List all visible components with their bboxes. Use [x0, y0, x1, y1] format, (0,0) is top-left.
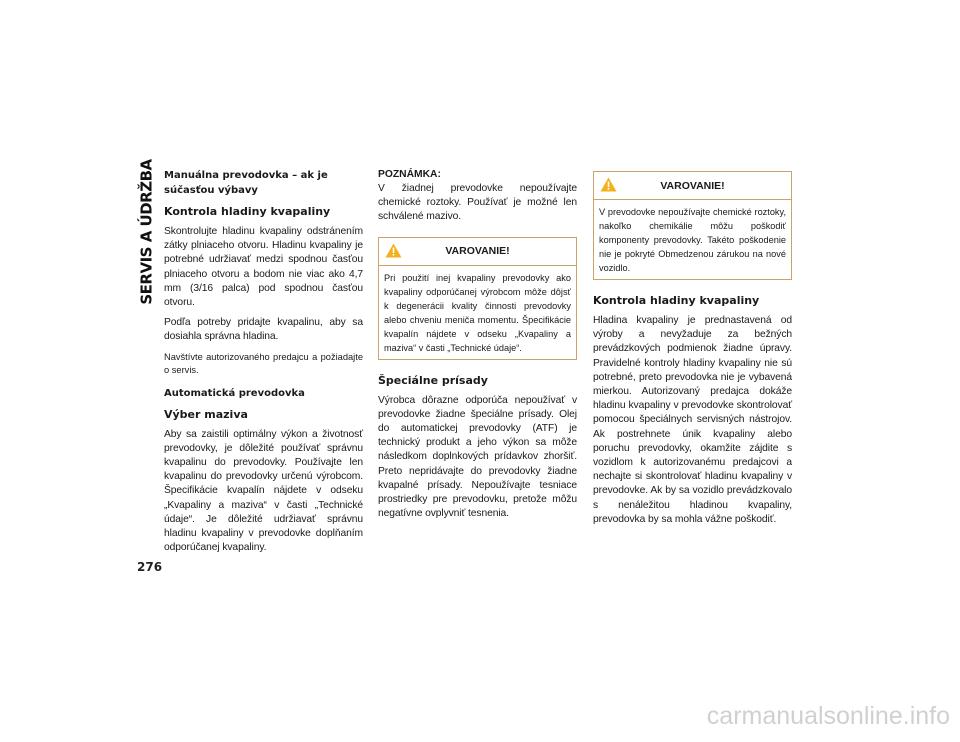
heading-fluid-level-check: Kontrola hladiny kvapaliny [164, 205, 331, 218]
warning-box [593, 171, 792, 280]
column-left [164, 168, 363, 561]
paragraph: Podľa potreby pridajte kvapalinu, aby sa dosiahla správna hladina. [164, 317, 363, 343]
paragraph: Aby sa zaistili optimálny výkon a životnosť prevodovky, je dôležité používať správnu kvapalinu do prevodovky. Používajte len kvapalinu do prevodovky určenú výrobcom. Špecifikácie kvapalín nájdete v odseku „Kvapaliny a maziva“ v časti „Technické údaje“. Je dôležité udržiavať správnu hladinu kvapaliny v prevodovke doplňaním odporúčanej kvapaliny. [164, 428, 363, 554]
paragraph: Výrobca dôrazne odporúča nepoužívať v prevodovke žiadne špeciálne prísady. Olej do automatickej prevodovky (ATF) je technický produkt a jeho výkon sa môže následkom doplnkových prídavkov zhoršiť. Preto nepridávajte do prevodovky žiadne kvapalné prísady. Nepoužívajte tesniace prostriedky pre prevodovku, pretože môžu negatívne ovplyvniť tesnenia. [378, 394, 577, 520]
heading-special-additives: Špeciálne prísady [378, 373, 488, 387]
warning-triangle-icon [600, 177, 617, 192]
subtitle-automatic-transmission: Automatická prevodovka [164, 387, 305, 399]
heading-lubricant-selection: Výber maziva [164, 407, 248, 421]
warning-text: V prevodovke nepoužívajte chemické roztoky, nakoľko chemikálie môžu poškodiť komponenty prevodovky. Takéto poškodenie nie je pokryté Obmedzenou zárukou na nové vozidlo. [599, 207, 786, 273]
subtitle-manual-transmission: Manuálna prevodovka – ak je súčasťou výbavy [164, 170, 328, 196]
column-middle [378, 168, 577, 527]
section-tab-label: SERVIS A ÚDRŽBA [138, 159, 156, 305]
warning-text: Pri použití inej kvapaliny prevodovky ako kvapaliny odporúčanej výrobcom môže dôjsť k degenerácii kvality činnosti prevodovky alebo chveniu meniča momentu. Špecifikácie kvapalín nájdete v odseku „Kvapaliny a maziva“ v časti „Technické údaje“. [384, 272, 571, 353]
page-number: 276 [137, 560, 163, 574]
section-tab [137, 159, 157, 305]
watermark: carmanualsonline.info [706, 702, 950, 730]
warning-header [379, 238, 576, 266]
paragraph: Skontrolujte hladinu kvapaliny odstránením zátky plniaceho otvoru. Hladinu kvapaliny je potrebné udržiavať medzi spodnou časťou plniaceho otvoru a bodom nie viac ako 4,7 mm (3/16 palca) pod spodnou časťou otvoru. [164, 226, 363, 309]
paragraph-small: Navštívte autorizovaného predajcu a požiadajte o servis. [164, 351, 363, 375]
note-text: V žiadnej prevodovke nepoužívajte chemické roztoky. Používať je možné len schválené mazivo. [378, 183, 577, 223]
paragraph: Hladina kvapaliny je prednastavená od výroby a nevyžaduje za bežných prevádzkových podmienok žiadne úpravy. Pravidelné kontroly hladiny kvapaliny nie sú potrebné, preto prevodovka nie je vybavená mierkou. Autorizovaný predajca dokáže hladinu kvapaliny v prevodovke skontrolovať pomocou špeciálnych servisných nástrojov. Ak postrehnete únik kvapaliny alebo poruchu prevodovky, okamžite zájdite s vozidlom k autorizovanému predajcovi a nechajte si skontrolovať hladinu kvapaliny v prevodovke. Ak by sa vozidlo prevádzkovalo s nenáležitou hladinou kvapaliny, prevodovka by sa mohla vážne poškodiť. [593, 315, 792, 525]
heading-fluid-level-check: Kontrola hladiny kvapaliny [593, 294, 760, 307]
warning-triangle-icon [385, 243, 402, 258]
warning-header [594, 172, 791, 200]
note-label: POZNÁMKA: [378, 169, 441, 180]
warning-title: VAROVANIE! [445, 245, 510, 258]
warning-box [378, 237, 577, 360]
column-right [593, 168, 792, 533]
warning-title: VAROVANIE! [660, 179, 725, 192]
